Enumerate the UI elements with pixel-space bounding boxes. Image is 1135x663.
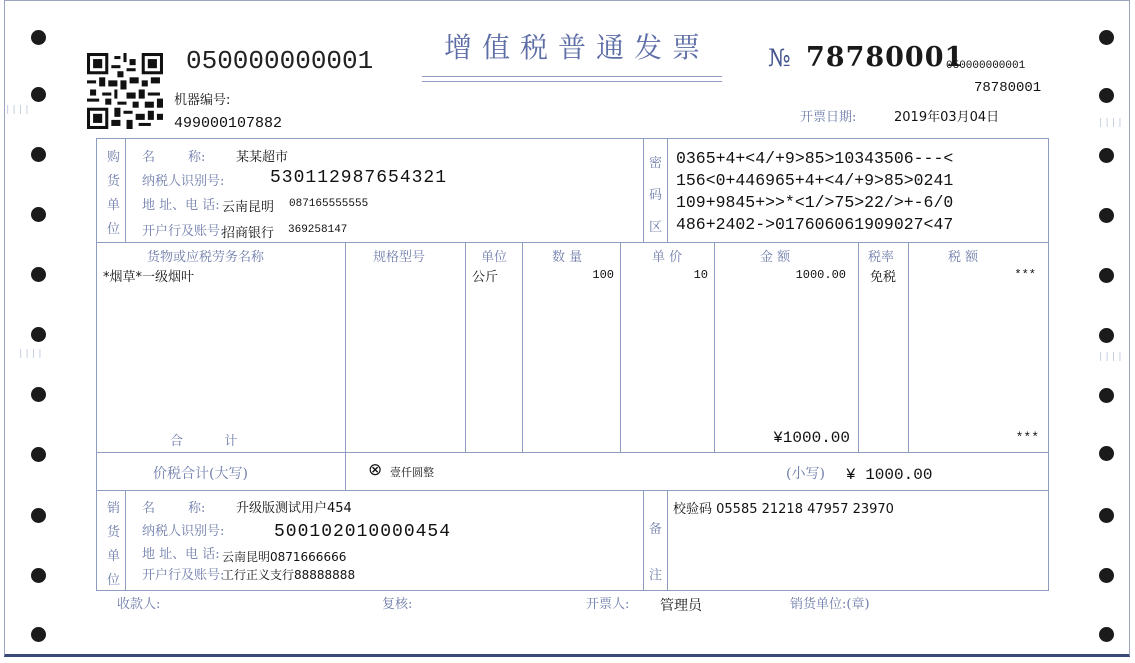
seller-address-phone: 云南昆明0871666666 xyxy=(222,550,347,564)
buyer-tax-label: 纳税人识别号: xyxy=(142,174,225,189)
total-label: 合 计 xyxy=(170,434,238,449)
col-header-amount: 金 额 xyxy=(760,250,791,265)
payee-label: 收款人: xyxy=(117,597,161,612)
item-name: *烟草*一级烟叶 xyxy=(103,270,195,285)
perforation-mark: |||| xyxy=(1098,118,1124,128)
sum-small-label: (小写) xyxy=(786,466,825,482)
seller-seal-label: 销货单位:(章) xyxy=(790,597,870,612)
seller-tax-label: 纳税人识别号: xyxy=(142,524,225,539)
buyer-side-label: 购 货 单 位 xyxy=(107,150,121,237)
col-header-rate: 税率 xyxy=(868,250,895,265)
col-header-qty: 数 量 xyxy=(552,250,583,265)
sum-label: 价税合计(大写) xyxy=(153,466,248,482)
buyer-tax-id: 530112987654321 xyxy=(270,168,448,188)
buyer-bank-label: 开户行及账号: xyxy=(142,224,225,239)
perforation-mark: |||| xyxy=(5,105,31,115)
seller-side-label: 销 货 单 位 xyxy=(107,501,121,588)
buyer-address-label: 地 址、电 话: xyxy=(142,198,220,213)
issuer-label: 开票人: xyxy=(586,597,630,612)
seller-name-label: 名 称: xyxy=(142,501,206,516)
seller-bank-label: 开户行及账号: xyxy=(142,568,225,583)
perforation-mark: |||| xyxy=(18,349,44,359)
item-price: 10 xyxy=(693,268,708,282)
item-amount: 1000.00 xyxy=(795,268,846,282)
sum-in-words: 壹仟圆整 xyxy=(390,466,434,479)
circle-x-icon: ⊗ xyxy=(368,460,383,480)
invoice-number-right: 78780001 xyxy=(974,80,1042,96)
machine-number-label: 机器编号: xyxy=(174,93,231,108)
issue-date: 2019年03月04日 xyxy=(894,110,1000,125)
buyer-address: 云南昆明 xyxy=(222,200,275,215)
buyer-bank: 招商银行 xyxy=(222,226,275,241)
invoice-code-right: 050000000001 xyxy=(946,60,1026,72)
total-tax: *** xyxy=(1015,430,1039,445)
date-label: 开票日期: xyxy=(800,110,857,125)
item-qty: 100 xyxy=(592,268,614,282)
sum-small-value: ¥ 1000.00 xyxy=(846,466,933,484)
col-header-tax: 税 额 xyxy=(948,250,979,265)
cipher-side-label: 密 码 区 xyxy=(649,156,663,235)
cipher-code: 0365+4+<4/+9>85>10343506---< 156<0+446965+4+<4/+9>85>0241 109+9845+>>*<1/>75>22/>+-6/0 486+2402->017606061909027<47 xyxy=(676,149,954,234)
seller-name: 升级版测试用户454 xyxy=(236,501,352,516)
item-tax: *** xyxy=(1014,268,1036,282)
buyer-name-label: 名 称: xyxy=(142,150,206,165)
col-header-unit: 单位 xyxy=(481,250,508,265)
total-amount: ¥1000.00 xyxy=(773,429,850,447)
seller-tax-id: 500102010000454 xyxy=(274,522,452,542)
remark-side-label: 备 注 xyxy=(649,522,663,583)
number-symbol: № xyxy=(768,44,791,72)
perforation-mark: |||| xyxy=(1098,352,1124,362)
buyer-account: 369258147 xyxy=(288,224,348,236)
invoice-title: 增值税普通发票 xyxy=(444,31,711,64)
issuer-name: 管理员 xyxy=(660,598,702,614)
col-header-name: 货物或应税劳务名称 xyxy=(147,250,265,265)
seller-address-label: 地 址、电 话: xyxy=(142,547,220,562)
machine-number: 499000107882 xyxy=(174,115,283,132)
check-code: 校验码 05585 21218 47957 23970 xyxy=(673,502,894,517)
col-header-spec: 规格型号 xyxy=(373,250,426,265)
item-tax-rate: 免税 xyxy=(870,270,897,285)
buyer-phone: 087165555555 xyxy=(289,198,369,210)
invoice-number: 78780001 xyxy=(806,42,965,73)
reviewer-label: 复核: xyxy=(382,597,413,612)
col-header-price: 单 价 xyxy=(652,250,683,265)
invoice-code: 050000000001 xyxy=(186,46,374,76)
item-unit: 公斤 xyxy=(472,270,499,285)
buyer-name: 某某超市 xyxy=(236,150,289,165)
seller-bank-account: 工行正义支行88888888 xyxy=(222,568,356,582)
